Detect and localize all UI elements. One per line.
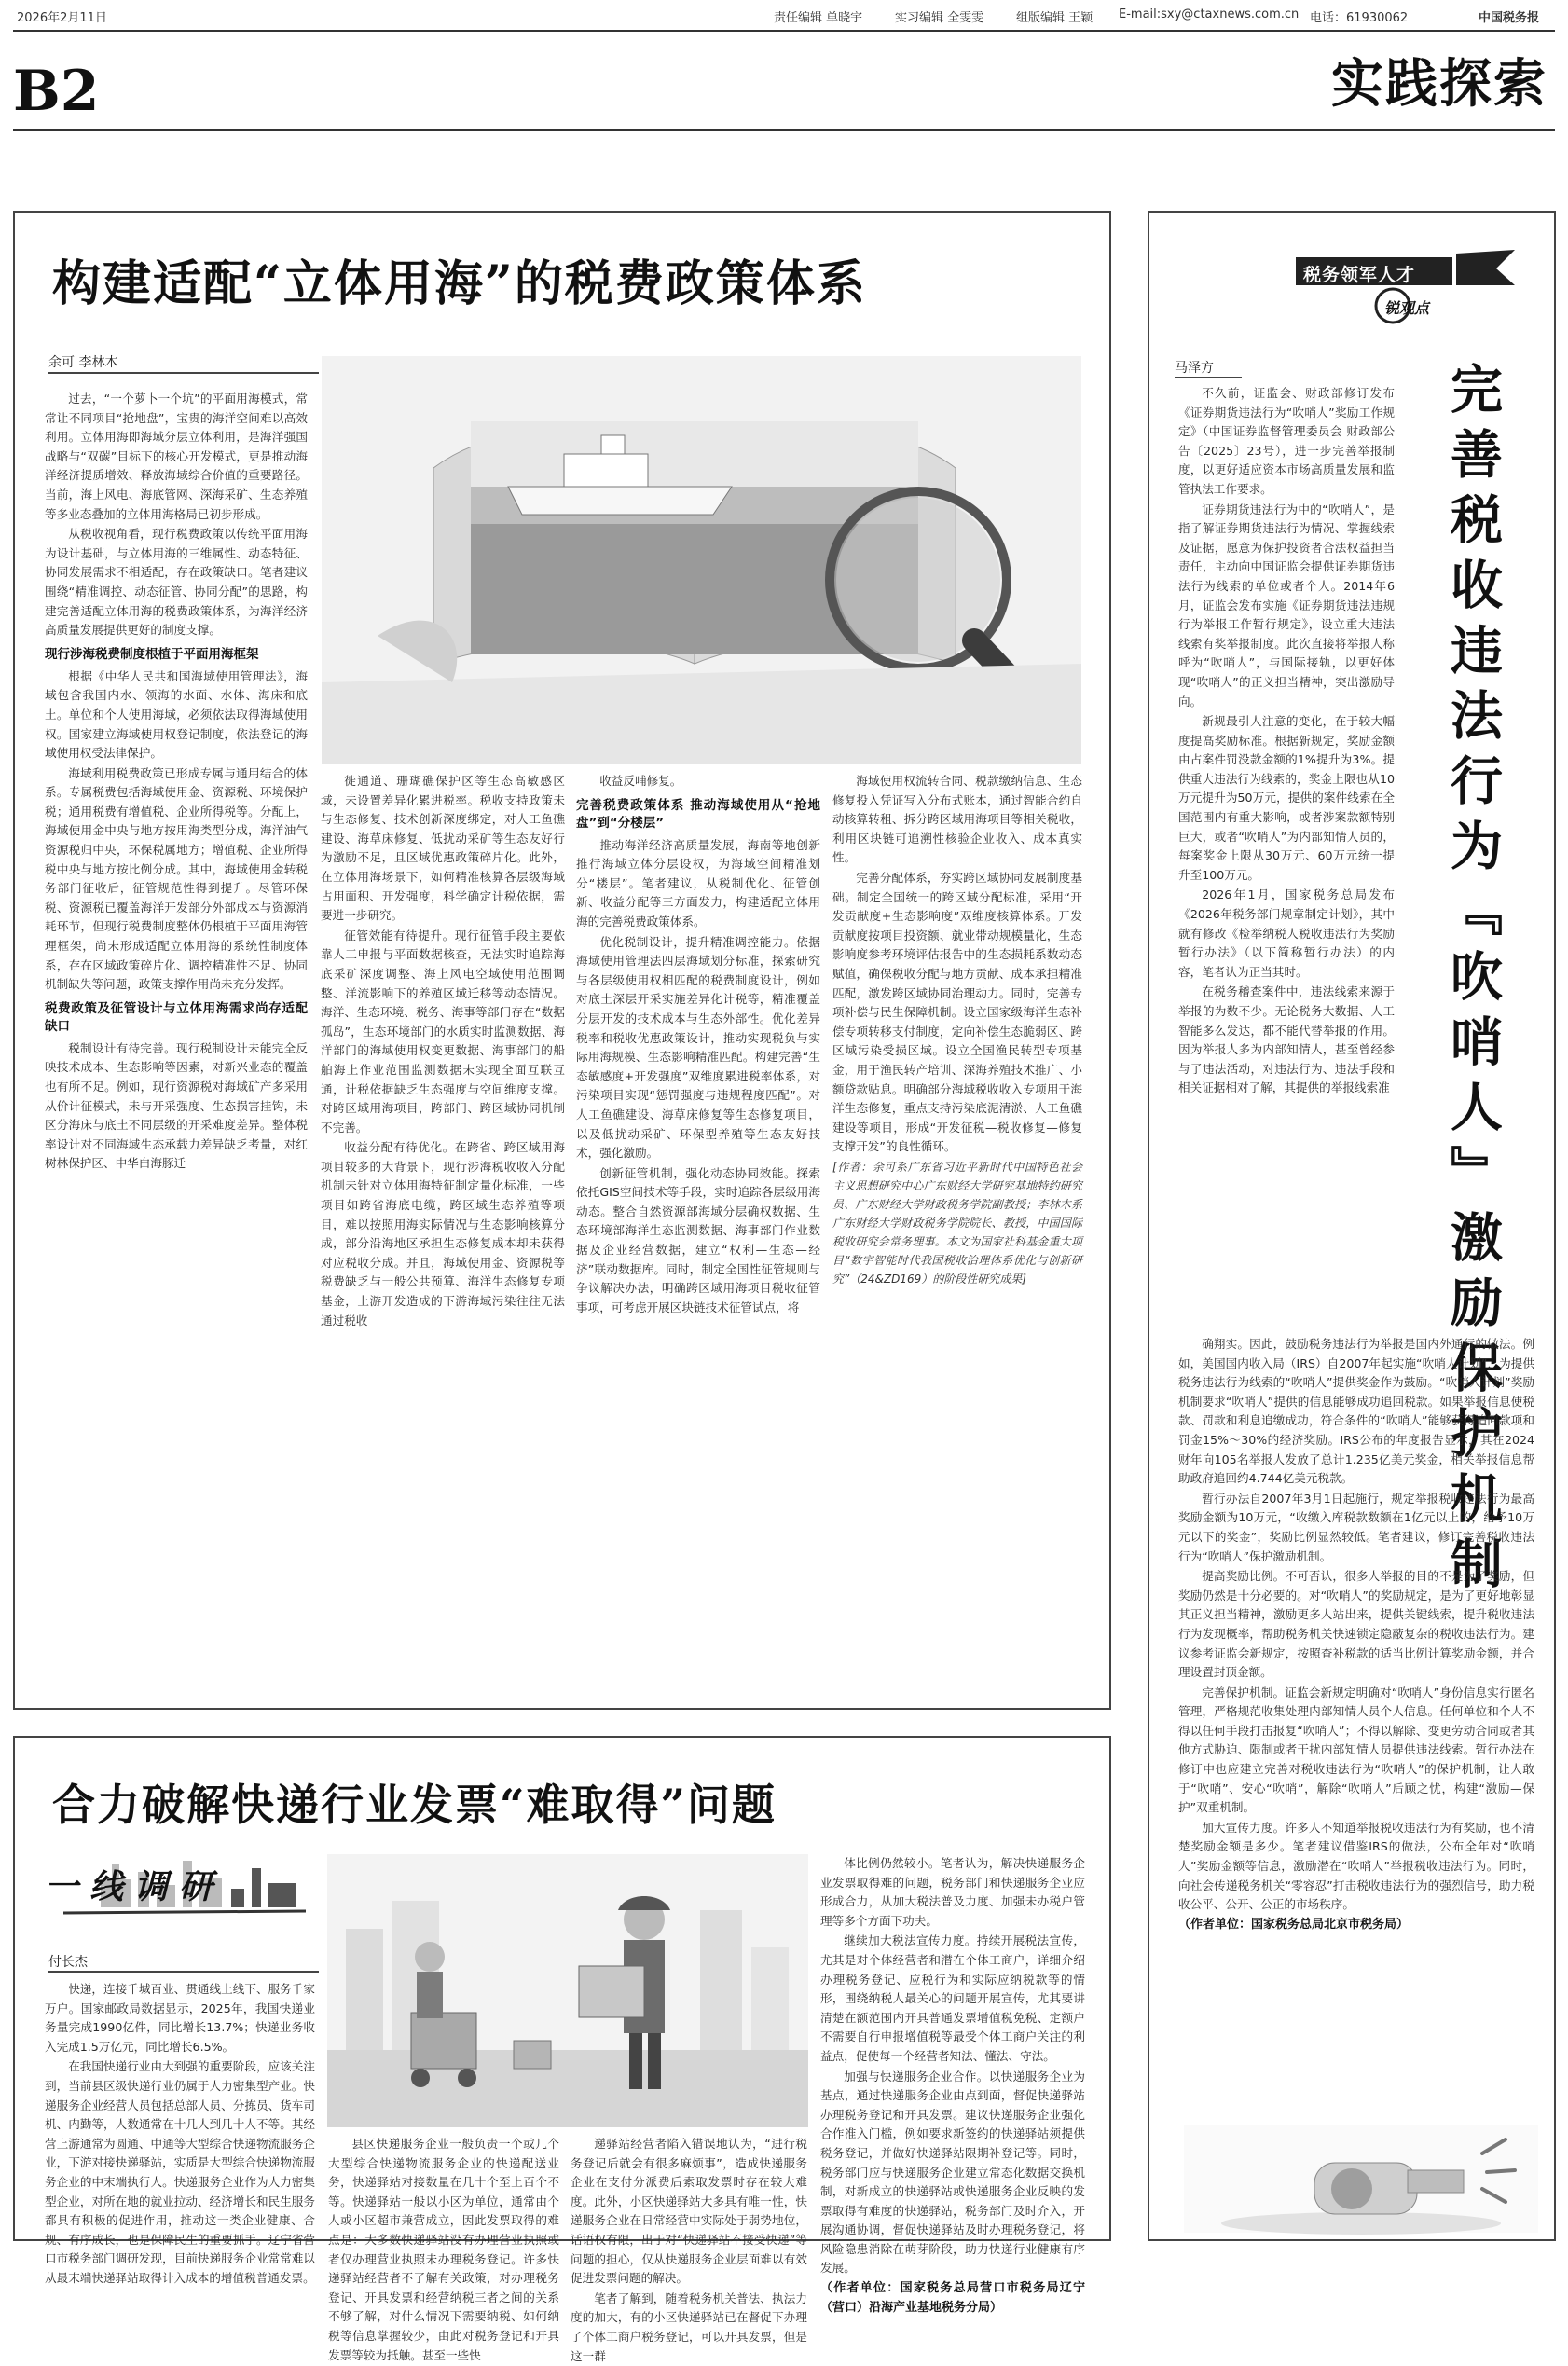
paragraph: 体比例仍然较小。笔者认为，解决快递服务企业发票取得难的问题，税务部门和快递服务企业应形成合力，从加大税法普及力度、加强未办税户管理等多个方面下功夫。	[820, 1856, 1085, 1928]
paragraph: 完善保护机制。证监会新规定明确对“吹哨人”身份信息实行匿名管理，严格规范收集处理内部知情人员个人信息。任何单位和个人不得以任何手段打击报复“吹哨人”；不得以解除、变更劳动合同或者其他方式胁迫、限制或者干扰内部知情人员提供违法线索。暂行办法在修订中也应建立完善对税收违法行为“吹哨人”的保护机制，让人敢于“吹哨”、安心“吹哨”，解除“吹哨人”后顾之忧，构建“激励—保护”双重机制。	[1178, 1685, 1534, 1815]
paragraph: 加强与快递服务企业合作。以快递服务企业为基点，通过快递服务企业由点到面，督促快递驿站办理税务登记和开具发票。建议快递服务企业强化合作准入门槛，例如要求新签约的快递驿站须提供税务登记，并做好快递驿站限期补登记等。同时，税务部门应与快递服务企业建立常态化数据交换机制，对新成立的快递驿站或快递服务企业反映的发票取得有难度的快递驿站，税务部门及时介入，开展沟通协调，督促快递驿站及时办理税务登记，将风险隐患消除在萌芽阶段，助力快递行业健康有序发展。	[820, 2069, 1085, 2276]
intern-editor: 实习编辑 全雯雯	[895, 11, 984, 25]
sidebar-column-lower	[1178, 1335, 1534, 2123]
paragraph: 县区快递服务企业一般负责一个或几个大型综合快递物流服务企业的快递配送业务，快递驿站对接数量在几十个至上百个不等。快递驿站一般以小区为单位，通常由个人或小区超市兼营成立，因此发票取得的难点是：大多数快递驿站没有办理营业执照或者仅办理营业执照未办理税务登记。许多快递驿站经营者不了解有关政策，对办理税务登记、开具发票和经营纳税三者之间的关系不够了解，对什么情况下需要纳税、如何纳税等信息掌握较少，由此对税务登记和开具发票等较为抵触。甚至一些快	[328, 2137, 559, 2362]
paragraph: 征管效能有待提升。现行征管手段主要依靠人工申报与平面数据核查，无法实时追踪海底采矿深度调整、海上风电空域使用范围调整、洋流影响下的养殖区域迁移等动态情况。海洋、生态环境、税务、海事等部门存在“数据孤岛”，生态环境部门的水质实时监测数据、海洋部门的海域使用权变更数据、海事部门的船舶海上作业范围监测数据未实现全面互联互通，计税依据缺乏生态强度与空间维度支撑。对跨区域用海项目，跨部门、跨区域协同机制不完善。	[321, 928, 565, 1135]
page-code: B2	[13, 59, 100, 124]
paragraph: 海域使用权流转合同、税款缴纳信息、生态修复投入凭证写入分布式账本，通过智能合约自动核算转租、拆分跨区域用海项目等相关税收，利用区块链可追溯性核验企业收入、成本真实性。	[832, 774, 1082, 865]
paragraph: 提高奖励比例。不可否认，很多人举报的目的不是为了奖励，但奖励仍然是十分必要的。对“吹哨人”的奖励规定，是为了更好地彰显其正义担当精神，激励更多人站出来，提供关键线索，提升税收违法行为发现概率，帮助税务机关快速锁定隐蔽复杂的税收违法行为。建议参考证监会新规定，按照查补税款的适当比例计算奖励金额，并合理设置封顶金额。	[1178, 1569, 1534, 1680]
paragraph: 笔者了解到，随着税务机关普法、执法力度的加大，有的小区快递驿站已在督促下办理了个体工商户税务登记，可以开具发票，但是这一群	[571, 2290, 807, 2363]
sidebar-whistle-illustration	[1184, 2125, 1538, 2233]
article1-column-1	[45, 390, 308, 1699]
paragraph: 税制设计有待完善。现行税制设计未能完全反映技术成本、生态影响等因素，对新兴业态的覆盖也有所不足。例如，现行资源税对海域矿产多采用从价计征模式，未与开采强度、生态损害挂钩，未区分海床与底土不同层级的开采难度差异。整体税率设计对不同海域生态承载力差异缺乏考量，对红树林保护区、中华白海豚迁	[45, 1040, 308, 1171]
paragraph: 确翔实。因此，鼓励税务违法行为举报是国内外通行的做法。例如，美国国内收入局（IRS）自2007年起实施“吹哨人计划”，为提供税务违法行为线索的“吹哨人”提供奖金作为鼓励。“吹哨人计划”奖励机制要求“吹哨人”提供的信息能够成功追回税款。如果举报信息使税款、罚款和利息追缴成功，符合条件的“吹哨人”能够获得追回款项和罚金15%～30%的经济奖励。IRS公布的年度报告显示，其在2024财年向105名举报人发放了总计1.235亿美元奖金，相关举报信息帮助政府追回约4.744亿美元税款。	[1178, 1337, 1534, 1486]
whistle-icon	[1184, 2125, 1538, 2233]
courier-illustration	[327, 1854, 808, 2127]
paragraph: 在我国快递行业由大到强的重要阶段，应该关注到，当前县区级快递行业仍属于人力密集型产业。快递服务企业经营人员包括总部人员、分拣员、货车司机、内勤等，人数通常在十几人到几十人不等。其经营上游通常为圆通、中通等大型综合快递物流服务企业，下游对接快递驿站，实质是大型综合快递物流服务企业的中末端执行人。快递服务企业作为人力密集型企业，对所在地的就业拉动、经济增长和民生服务都具有积极的促进作用，推动这一类企业健康、合规、有序成长，也是保障民生的重要抓手。辽宁省营口市税务部门调研发现，目前快递服务企业常常难以从最末端快递驿站取得计入成本的增值税普通发票。	[45, 2059, 315, 2285]
section-title: 实践探索	[1331, 53, 1547, 115]
sidebar-author: 马泽方	[1175, 361, 1214, 376]
sidebar-vertical-title: 完善税收违法行为『吹哨人』激励保护机制	[1442, 362, 1504, 1602]
sidebar-column-upper	[1178, 384, 1395, 1331]
paragraph: 不久前，证监会、财政部修订发布《证券期货违法行为“吹哨人”奖励工作规定》（中国证券监督管理委员会 财政部公告〔2025〕23号），进一步完善举报制度，以更好适应资本市场高质量发展和监管执法工作要求。	[1178, 386, 1395, 496]
author-affiliation: （作者单位：国家税务总局北京市税务局）	[1178, 1917, 1410, 1932]
paragraph: 推动海洋经济高质量发展，海南等地创新推行海域立体分层设权，为海域空间精准划分“楼层”。笔者建议，从税制优化、征管创新、收益分配等三方面发力，构建适配立体用海的完善税费政策体系。	[576, 837, 820, 929]
paragraph: 收益分配有待优化。在跨省、跨区域用海项目较多的大背景下，现行涉海税收收入分配机制未针对立体用海特征制定量化标准，一些项目如跨省海底电缆，跨区域生态养殖等项目，难以按照用海实际情况与生态影响核算分成，部分沿海地区承担生态修复成本却未获得对应税收分成。并且，海域使用金、资源税等税费缺乏与一般公共预算、海洋生态修复专项基金，上游开发造成的下游海域污染往往无法通过税收	[321, 1140, 565, 1327]
paragraph: 加大宣传力度。许多人不知道举报税收违法行为有奖励，也不清楚奖励金额是多少。笔者建议借鉴IRS的做法，公布全年对“吹哨人”奖励金额等信息，激励潜在“吹哨人”举报税收违法行为。同时，向社会传递税务机关“零容忍”打击税收违法行为的强烈信号，助力税收公平、公开、公正的市场秩序。	[1178, 1820, 1534, 1912]
subheading: 完善税费政策体系 推动海域使用从“抢地盘”到“分楼层”	[576, 797, 820, 831]
issue-date: 2026年2月11日	[17, 11, 107, 25]
article1-illustration	[322, 356, 1081, 764]
phone: 电话：61930062	[1310, 11, 1409, 25]
paragraph: 新规最引人注意的变化，在于较大幅度提高奖励标准。根据新规定，奖励金额由占案件罚没款金额的1%提升为3%。提供重大违法行为线索的，奖金上限也从10万元提升为50万元，提供的案件线索在全国范围内有重大影响，或者涉案款额特别巨大，或者“吹哨人”为内部知情人员的，每案奖金上限从30万元、60万元统一提升至100万元。	[1178, 714, 1395, 882]
author-note: [作者：余可系广东省习近平新时代中国特色社会主义思想研究中心广东财经大学研究基地特约研究员、广东财经大学财政税务学院副教授；李林木系广东财经大学财政税务学院院长、教授，中国国际税收研究会常务理事。本文为国家社科基金重大项目“数字智能时代我国税收治理体系优化与创新研究”（24&ZD169）的阶段性研究成果]	[832, 1160, 1082, 1286]
article2-author: 付长杰	[48, 1955, 88, 1970]
paragraph: 过去，“一个萝卜一个坑”的平面用海模式，常常让不同项目“抢地盘”，宝贵的海洋空间难以高效利用。立体用海即海域分层立体利用，是海洋强国战略与“双碳”目标下的核心开发模式，更是推动海洋经济提质增效、释放海域综合价值的重要路径。当前，海上风电、海底管网、深海采矿、生态养殖等多业态叠加的立体用海格局已初步形成。	[45, 392, 308, 521]
article1-author-rule	[48, 372, 319, 374]
subheading: 现行涉海税费制度根植于平面用海框架	[45, 646, 259, 662]
sidebar-author-rule	[1175, 377, 1242, 378]
paragraph: 证券期货违法行为中的“吹哨人”，是指了解证券期货违法行为情况、掌握线索及证据，愿意为保护投资者合法权益担当责任，主动向中国证监会提供证券期货违法行为线索的单位或者个人。2014年6月，证监会发布实施《证券期货违法违规行为举报工作暂行规定》，设立重大违法线索有奖举报制度。此次直接将举报人称呼为“吹哨人”，与国际接轨，以更好体现“吹哨人”的正义担当精神，突出激励导向。	[1178, 502, 1395, 708]
sidebar-logo-text: 税务领军人才	[1303, 265, 1416, 285]
masthead-bar	[0, 0, 1568, 26]
ocean-book-illustration	[322, 356, 1081, 764]
paragraph: 创新征管机制，强化动态协同效能。探索依托GIS空间技术等手段，实时追踪各层级用海动态。整合自然资源部海域分层确权数据、生态环境部海洋生态监测数据、海事部门作业数据及企业经营数据，建立“权利—生态—经济”联动数据库。同时，制定全国性征管规则与争议解决办法，明确跨区域用海项目税收征管事项，可考虑开展区块链技术征管试点，将	[576, 1165, 820, 1314]
paragraph: 2026年1月，国家税务总局发布《2026年税务部门规章制定计划》，其中就有修改《检举纳税人税收违法行为奖励暂行办法》（以下简称暂行办法）的内容，笔者认为正当其时。	[1178, 887, 1395, 979]
paragraph: 徙通道、珊瑚礁保护区等生态高敏感区域，未设置差异化累进税率。税收支持政策未与生态修复、技术创新深度绑定，对人工鱼礁建设、海草床修复、低扰动采矿等生态友好行为激励不足，且区域优惠政策碎片化。此外，在立体用海场景下，如何精准核算各层级海域占用面积、开发强度，科学确定计税依据，需要进一步研究。	[321, 774, 565, 923]
sidebar-logo	[1296, 248, 1520, 332]
paragraph: 优化税制设计，提升精准调控能力。依据海域使用管理法四层海域划分标准，探索研究与各层级使用权相匹配的税费制度设计，例如对底土深层开采实施差异化计税等，精准覆盖分层开发的技术成本与生态外部性。优化差异税率和税收优惠政策设计，推动实现税负与实际用海规模、生态影响精准匹配。构建完善“生态敏感度+开发强度”双维度累进税率体系，对污染项目实现“惩罚强度与违规程度匹配”。对人工鱼礁建设、海草床修复等生态修复项目，以及低扰动采矿、环保型养殖等生态友好技术，强化激励。	[576, 934, 820, 1161]
article1-title: 构建适配“立体用海”的税费政策体系	[52, 255, 867, 312]
header-rule	[13, 129, 1555, 131]
author-affiliation: （作者单位：国家税务总局营口市税务局辽宁（营口）沿海产业基地税务分局）	[820, 2281, 1085, 2315]
paragraph: 完善分配体系，夯实跨区域协同发展制度基础。制定全国统一的跨区域分配标准，采用“开发贡献度+生态影响度”双维度核算体系。开发贡献度按项目投资额、就业带动规模量化，生态影响度参考环境评估报告中的生态损耗系数动态赋值，确保税收分配与地方贡献、成本承担精准匹配，激发跨区域协同治理动力。同时，完善专项补偿与民生保障机制。设立国家级海洋生态补偿专项转移支付制度，定向补偿生态脆弱区、跨区域污染受损区域。设立全国渔民转型专项基金，用于渔民转产培训、深海养殖技术推广、小额贷款贴息。明确部分海域税收收入专项用于海洋生态修复，重点支持污染底泥清淤、人工鱼礁建设等项目，形成“开发征税—税收修复—修复支撑开发”的良性循环。	[832, 870, 1082, 1154]
article2-author-rule	[48, 1971, 319, 1973]
paragraph: 海域利用税费政策已形成专属与通用结合的体系。专属税费包括海域使用金、资源税、环境保护税；通用税费有增值税、企业所得税等。分配上，海域使用金中央与地方按用海类型分成，海洋油气资源税归中央，环保税属地方；增值税、企业所得税中央与地方按比例分成。其中，海域使用金转税务部门征收后，征管规范性得到提升。尽管环保税、资源税已覆盖海洋开发部分外部成本与资源消耗环节，但现行税费制度整体仍根植于平面用海管理框架，尚未形成适配立体用海的系统性制度体系，存在区域政策碎片化、调控精准性不足、协同机制缺失等问题，政策支撑作用尚未充分发挥。	[45, 765, 308, 992]
article2-column-logo	[45, 1851, 315, 1928]
article1-column-4	[832, 772, 1082, 1699]
paragraph: 从税收视角看，现行税费政策以传统平面用海为设计基础，与立体用海的三维属性、动态特征、协同发展需求不相适配，存在政策缺口。笔者建议围绕“精准调控、动态征管、协同分配”的思路，构建完善适配立体用海的税费政策体系，为海洋经济高质量发展提供更好的制度支撑。	[45, 527, 308, 638]
article2-illustration	[327, 1854, 808, 2127]
article2-column-4	[820, 1854, 1085, 2315]
article2-column-3	[571, 2135, 807, 2363]
sidebar-logo-sub: 锐观点	[1384, 299, 1430, 317]
editor: 责任编辑 单晓宇	[774, 11, 863, 25]
column-logo-text: 一线调研	[45, 1861, 224, 1908]
paragraph: 快递，连接千城百业、贯通线上线下、服务千家万户。国家邮政局数据显示，2025年，我国快递业务量完成1990亿件，同比增长13.7%；快递业务收入完成1.5万亿元，同比增长6.5%。	[45, 1982, 315, 2054]
paragraph: 在税务稽查案件中，违法线索来源于举报的为数不少。无论税务大数据、人工智能多么发达，都不能代替举报的作用。因为举报人多为内部知情人，甚至曾经参与了违法活动，对违法行为、违法手段和相关证据相对了解，其提供的举报线索准	[1178, 984, 1395, 1095]
subheading: 税费政策及征管设计与立体用海需求尚存适配缺口	[45, 1000, 308, 1034]
article2-title: 合力破解快递行业发票“难取得”问题	[52, 1780, 777, 1830]
paragraph: 收益反哺修复。	[599, 774, 682, 788]
layout-editor: 组版编辑 王颖	[1016, 11, 1093, 25]
article1-column-2	[321, 772, 565, 1699]
article1-column-3	[576, 772, 820, 1699]
paragraph: 递驿站经营者陷入错误地认为，“进行税务登记后就会有很多麻烦事”，造成快递服务企业在支付分派费后索取发票时存在较大难度。此外，小区快递驿站大多具有唯一性，快递服务企业在日常经营中实际处于弱势地位，话语权有限，出于对“快递驿站不接受快递”等问题的担心，仅从快递服务企业层面难以有效促进发票问题的解决。	[571, 2137, 807, 2286]
paper-name: 中国税务报	[1479, 11, 1540, 25]
top-rule	[13, 30, 1555, 32]
email: E-mail:sxy@ctaxnews.com.cn	[1119, 7, 1300, 21]
paragraph: 暂行办法自2007年3月1日起施行，规定举报税收违法行为最高奖励金额为10万元，“收缴入库税款数额在1亿元以上的，给予10万元以下的奖金”，奖励比例显然较低。笔者建议，修订完善税收违法行为“吹哨人”保护激励机制。	[1178, 1491, 1534, 1563]
paragraph: 继续加大税法宣传力度。持续开展税法宣传，尤其是对个体经营者和潜在个体工商户，详细介绍办理税务登记、应税行为和实际应纳税款等的情形，围绕纳税人最关心的问题开展宣传，尤其要讲清楚在额范围内开具普通发票增值税免税、定额户不需要自行申报增值税等最受个体工商户关注的利益点，促使每一个经营者知法、懂法、守法。	[820, 1933, 1085, 2063]
article2-column-2	[328, 2135, 559, 2362]
paragraph: 根据《中华人民共和国海域使用管理法》，海域包含我国内水、领海的水面、水体、海床和底土。单位和个人使用海域，必须依法取得海域使用权。国家建立海域使用权登记制度，依法登记的海域使用权受法律保护。	[45, 668, 308, 761]
article1-authors: 余可 李林木	[48, 355, 118, 370]
article2-column-1	[45, 1980, 315, 2285]
